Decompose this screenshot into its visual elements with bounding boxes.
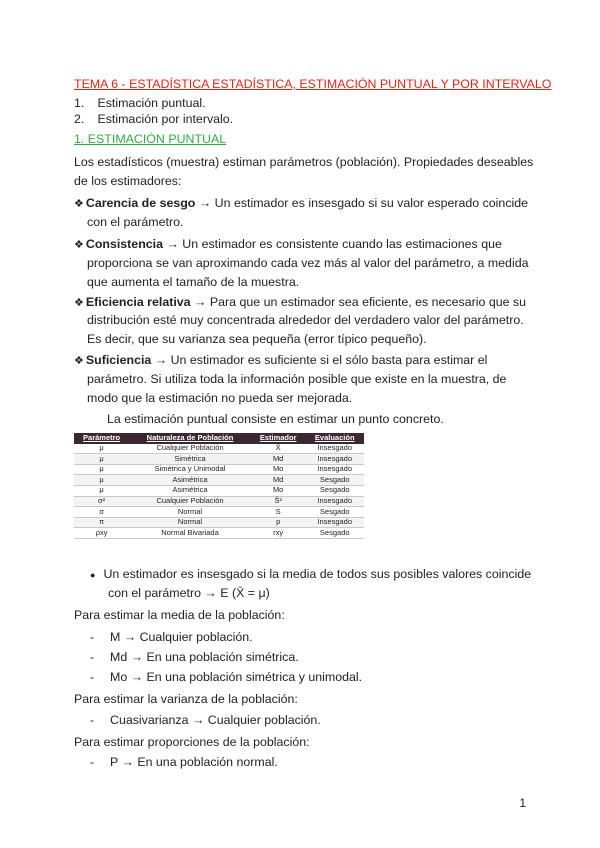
intro-text: de los estimadores:	[74, 174, 182, 188]
property-term: Suficiencia	[85, 353, 152, 367]
property-text: que aumenta el tamaño de la muestra.	[87, 275, 300, 289]
property-text: proporciona se van aproximando cada vez más al valor del parámetro, a medida	[87, 256, 529, 270]
table-header: Parámetro	[74, 433, 129, 444]
property-text: Es decir, que su varianza sea pequeña (error típico pequeño).	[87, 332, 427, 346]
table-header: Estimador	[251, 433, 306, 444]
table-row: μ Asimétrica Mo Sesgado	[74, 485, 364, 496]
proportion-item: - P → En una población normal.	[90, 755, 278, 769]
variance-heading: Para estimar la varianza de la población:	[74, 692, 298, 706]
table-row: μ Asimétrica Md Sesgado	[74, 475, 364, 486]
table-row: μ Simétrica Md Insesgado	[74, 454, 364, 465]
point-estimation-text: La estimación puntual consiste en estimar un punto concreto.	[107, 412, 444, 426]
table-row: ρxy Normal Bivariada rxy Sesgado	[74, 528, 364, 539]
section-heading: 1. ESTIMACIÓN PUNTUAL	[74, 132, 227, 146]
table-header-row	[74, 433, 364, 444]
property-term: Carencia de sesgo	[85, 196, 196, 210]
diamond-bullet-icon: ❖	[74, 297, 84, 309]
mean-item: - Mo → En una población simétrica y unimodal.	[90, 670, 363, 684]
diamond-bullet-icon: ❖	[74, 239, 84, 251]
diamond-bullet-icon: ❖	[74, 355, 84, 367]
mean-item: - M → Cualquier población.	[90, 630, 253, 644]
property-text: modo que la estimación no pueda ser mejorada.	[87, 391, 353, 405]
bullet-dot-icon: ●	[90, 570, 96, 580]
outline-item: 2. Estimación por intervalo.	[74, 112, 234, 126]
mean-heading: Para estimar la media de la población:	[74, 608, 285, 622]
intro-text: Los estadísticos (muestra) estiman parámetros (población). Propiedades deseables	[74, 155, 534, 169]
property-item: ❖ Carencia de sesgo → Un estimador es insesgado si su valor esperado coincide	[74, 196, 529, 210]
table-row: σ² Cualquier Población Ŝ² Insesgado	[74, 496, 364, 507]
outline-item: 1. Estimación puntual.	[74, 96, 206, 110]
property-item: ❖ Consistencia → Un estimador es consistente cuando las estimaciones que	[74, 237, 502, 251]
table-row: μ Cualquier Población X̄ Insesgado	[74, 444, 364, 454]
variance-item: - Cuasivarianza → Cualquier población.	[90, 713, 321, 727]
property-term: Eficiencia relativa	[85, 295, 191, 309]
unbiased-bullet-text: con el parámetro → E (X̄ = μ)	[108, 586, 270, 600]
property-item: ❖ Eficiencia relativa → Para que un estimador sea eficiente, es necesario que su	[74, 295, 527, 309]
property-text: distribución esté muy concentrada alrededor del verdadero valor del parámetro.	[87, 313, 524, 327]
proportion-heading: Para estimar proporciones de la población:	[74, 735, 310, 749]
property-text: parámetro. Si utiliza toda la información posible que existe en la muestra, de	[87, 372, 507, 386]
property-text: con el parámetro.	[87, 215, 184, 229]
table-header: Evaluación	[305, 433, 364, 444]
unbiased-bullet-item: ● Un estimador es insesgado si la media de todos sus posibles valores coincide	[90, 567, 532, 581]
table-row: σ Normal S Sesgado	[74, 507, 364, 518]
document-title: TEMA 6 - ESTADÍSTICA ESTADÍSTICA, ESTIMACIÓN PUNTUAL Y POR INTERVALO	[74, 77, 552, 91]
mean-item: - Md → En una población simétrica.	[90, 650, 299, 664]
diamond-bullet-icon: ❖	[74, 198, 84, 210]
property-term: Consistencia	[85, 237, 163, 251]
table-row: π Normal p Insesgado	[74, 517, 364, 528]
table-header: Naturaleza de Población	[129, 433, 251, 444]
table-row: μ Simétrica y Unimodal Mo Insesgado	[74, 464, 364, 475]
property-item: ❖ Suficiencia → Un estimador es suficiente si el sólo basta para estimar el	[74, 353, 488, 367]
page-number: 1	[519, 796, 526, 810]
estimators-table	[74, 433, 364, 539]
